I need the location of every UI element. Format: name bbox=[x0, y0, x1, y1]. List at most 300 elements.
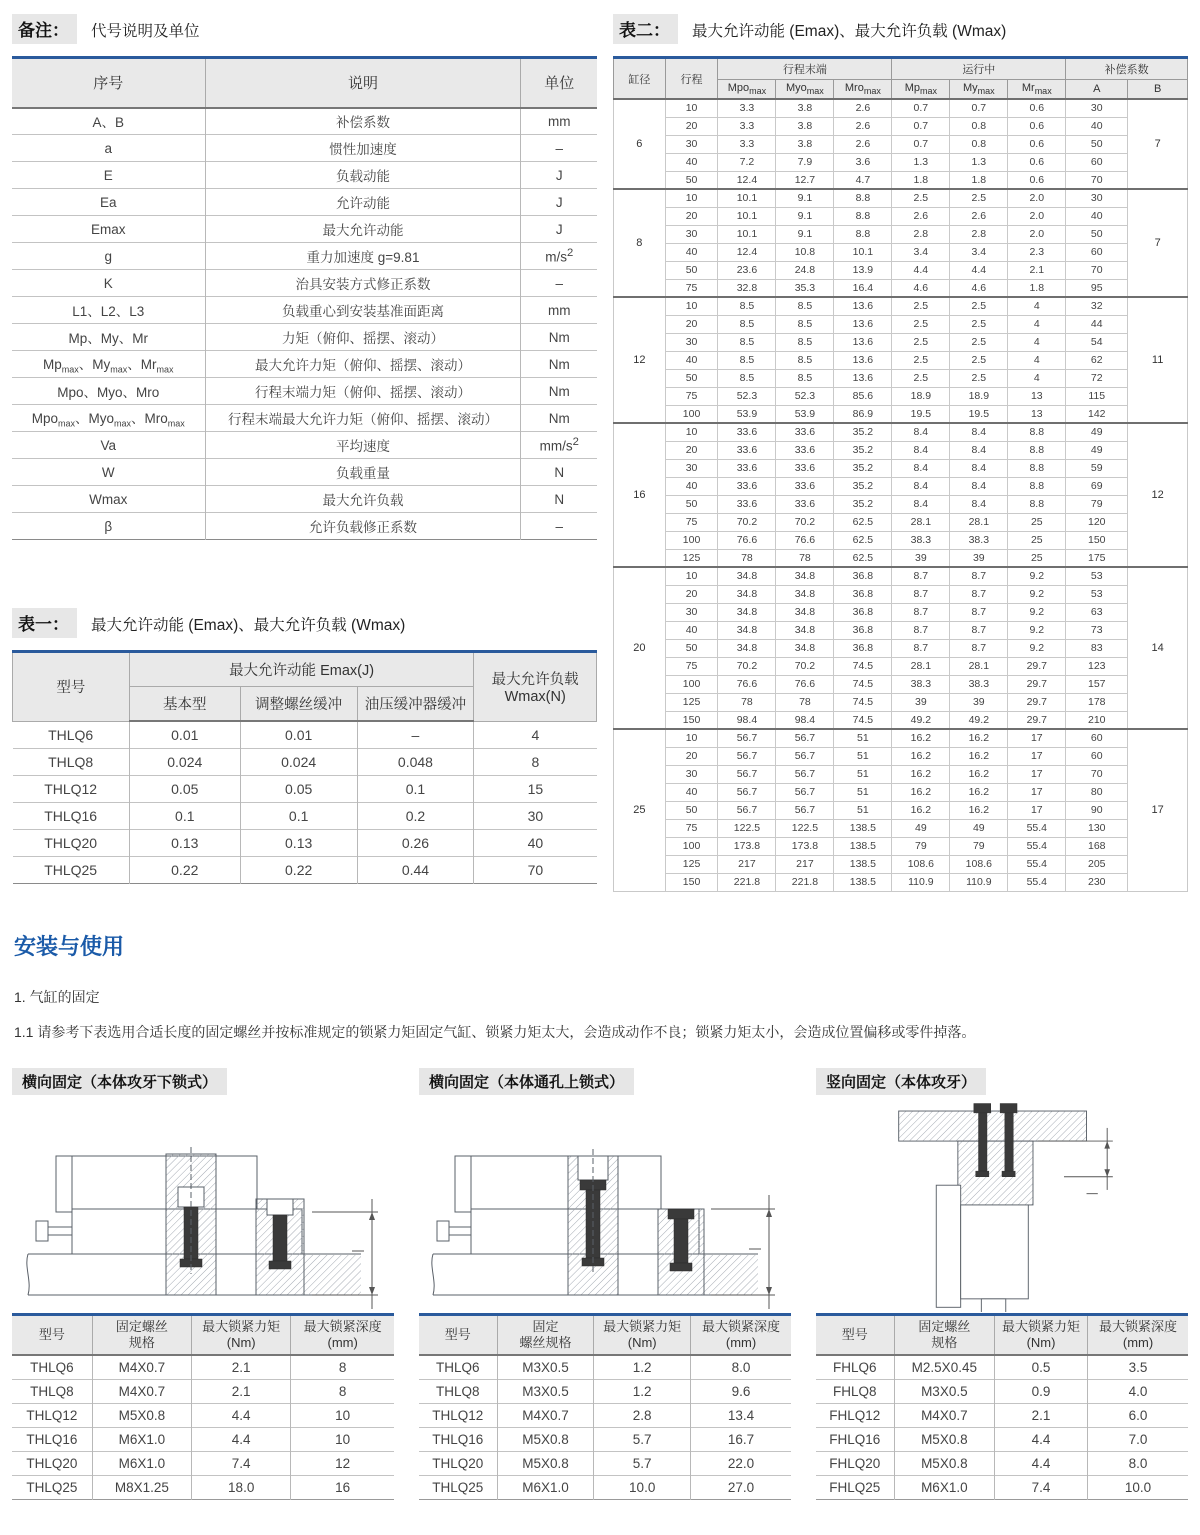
cell: 7.9 bbox=[776, 153, 834, 171]
cell: 120 bbox=[1066, 513, 1128, 531]
cell: 34.8 bbox=[718, 639, 776, 657]
cell: 80 bbox=[1066, 783, 1128, 801]
table-row bbox=[419, 1451, 791, 1475]
table1-title: 最大允许动能 (Emax)、最大允许负载 (Wmax) bbox=[91, 617, 406, 634]
cell: 19.5 bbox=[950, 405, 1008, 423]
table-row bbox=[12, 513, 597, 540]
table-row bbox=[13, 775, 597, 802]
cell: 3.8 bbox=[776, 135, 834, 153]
cell: 32 bbox=[1066, 297, 1128, 315]
cell: 10 bbox=[665, 567, 718, 585]
cell: 7.2 bbox=[718, 153, 776, 171]
cell: 25 bbox=[1008, 531, 1066, 549]
cell: 44 bbox=[1066, 315, 1128, 333]
cell: 69 bbox=[1066, 477, 1128, 495]
cell: 74.5 bbox=[834, 693, 892, 711]
cell: 2.5 bbox=[892, 369, 950, 387]
cell: 34.8 bbox=[776, 567, 834, 585]
table-row bbox=[614, 657, 1188, 675]
cell: 53 bbox=[1066, 585, 1128, 603]
cell: 0.024 bbox=[129, 748, 240, 775]
cell: 17 bbox=[1008, 729, 1066, 747]
cell: 8.8 bbox=[834, 189, 892, 207]
cell: 7.4 bbox=[995, 1475, 1088, 1499]
cell: 8.5 bbox=[776, 315, 834, 333]
table-row bbox=[12, 378, 597, 405]
cell: N bbox=[521, 486, 597, 513]
cell: FHLQ25 bbox=[816, 1475, 894, 1499]
cell: 30 bbox=[665, 333, 718, 351]
cell: M5X0.8 bbox=[894, 1451, 994, 1475]
table-row bbox=[13, 748, 597, 775]
cell: 9.1 bbox=[776, 225, 834, 243]
cell: 33.6 bbox=[718, 459, 776, 477]
cell: 178 bbox=[1066, 693, 1128, 711]
b-coefficient-cell: 14 bbox=[1128, 567, 1188, 729]
cell: 36.8 bbox=[834, 585, 892, 603]
table-row bbox=[12, 1427, 394, 1451]
col-header-emax-group: 最大允许动能 Emax(J) bbox=[129, 652, 474, 687]
col-header-running: 运行中 bbox=[892, 58, 1066, 80]
cell: 75 bbox=[665, 657, 718, 675]
table-row bbox=[419, 1475, 791, 1499]
cell: 7.0 bbox=[1088, 1427, 1188, 1451]
cell: 12.4 bbox=[718, 243, 776, 261]
cell: 40 bbox=[665, 783, 718, 801]
table-row bbox=[12, 162, 597, 189]
symbol-legend-body bbox=[12, 108, 597, 540]
cell: M3X0.5 bbox=[497, 1355, 594, 1379]
cell: 4.4 bbox=[995, 1451, 1088, 1475]
table-row bbox=[614, 495, 1188, 513]
cell: 8 bbox=[291, 1379, 394, 1403]
cell: 49 bbox=[950, 819, 1008, 837]
col-header-bore: 缸径 bbox=[614, 58, 666, 100]
cell: 1.8 bbox=[1008, 279, 1066, 297]
cell: 10 bbox=[291, 1427, 394, 1451]
cell: 8.7 bbox=[892, 603, 950, 621]
cell: W bbox=[12, 459, 205, 486]
cell: 30 bbox=[665, 135, 718, 153]
cell: 49.2 bbox=[892, 711, 950, 729]
cell: 100 bbox=[665, 837, 718, 855]
cell: M2.5X0.45 bbox=[894, 1355, 994, 1379]
cell: 8.4 bbox=[892, 477, 950, 495]
cell: 70 bbox=[1066, 765, 1128, 783]
cell: 3.3 bbox=[718, 135, 776, 153]
cell: 123 bbox=[1066, 657, 1128, 675]
cell: M5X0.8 bbox=[92, 1403, 191, 1427]
cell: 平均速度 bbox=[205, 432, 521, 459]
table-row bbox=[614, 819, 1188, 837]
cell: 56.7 bbox=[718, 729, 776, 747]
cell: 75 bbox=[665, 513, 718, 531]
table-row bbox=[614, 675, 1188, 693]
cell: Ea bbox=[12, 189, 205, 216]
cell: M6X1.0 bbox=[894, 1475, 994, 1499]
lateral-bottom-lock-body bbox=[12, 1355, 394, 1499]
cell: 210 bbox=[1066, 711, 1128, 729]
cell: 125 bbox=[665, 693, 718, 711]
cell: 4 bbox=[1008, 369, 1066, 387]
cell: 72 bbox=[1066, 369, 1128, 387]
cell: 0.1 bbox=[129, 802, 240, 829]
table-row bbox=[614, 873, 1188, 891]
cell: A、B bbox=[12, 108, 205, 135]
cell: M6X1.0 bbox=[92, 1427, 191, 1451]
cell: 4 bbox=[1008, 297, 1066, 315]
cell: 18.9 bbox=[892, 387, 950, 405]
cell: 2.5 bbox=[950, 189, 1008, 207]
cell: 28.1 bbox=[950, 657, 1008, 675]
cell: M5X0.8 bbox=[894, 1427, 994, 1451]
b-coefficient-cell: 17 bbox=[1128, 729, 1188, 891]
cell: 9.2 bbox=[1008, 567, 1066, 585]
cell: mm bbox=[521, 297, 597, 324]
table2-label: 表二： bbox=[613, 14, 678, 44]
cell: 4 bbox=[1008, 351, 1066, 369]
cell: 18.0 bbox=[192, 1475, 291, 1499]
cell: 22.0 bbox=[691, 1451, 791, 1475]
cell: 56.7 bbox=[718, 747, 776, 765]
table-row bbox=[816, 1427, 1188, 1451]
cell: 33.6 bbox=[718, 423, 776, 441]
cell: 36.8 bbox=[834, 639, 892, 657]
cell: THLQ6 bbox=[12, 1355, 92, 1379]
col-header-model: 型号 bbox=[816, 1314, 894, 1355]
cell: 122.5 bbox=[718, 819, 776, 837]
cell: M6X1.0 bbox=[497, 1475, 594, 1499]
cell: 108.6 bbox=[892, 855, 950, 873]
cell: 4 bbox=[1008, 315, 1066, 333]
table-row bbox=[816, 1355, 1188, 1379]
cell: 142 bbox=[1066, 405, 1128, 423]
cell: 74.5 bbox=[834, 711, 892, 729]
cell: 205 bbox=[1066, 855, 1128, 873]
table-row bbox=[816, 1379, 1188, 1403]
cell: 13.9 bbox=[834, 261, 892, 279]
cell: 35.2 bbox=[834, 441, 892, 459]
cell: K bbox=[12, 270, 205, 297]
cell: 2.5 bbox=[892, 333, 950, 351]
cell: 8.7 bbox=[950, 639, 1008, 657]
cell: 76.6 bbox=[776, 675, 834, 693]
col-header-max-depth: 最大锁紧深度 (mm) bbox=[691, 1314, 791, 1355]
cell: 175 bbox=[1066, 549, 1128, 567]
cell: THLQ16 bbox=[12, 1427, 92, 1451]
cell: 2.1 bbox=[192, 1355, 291, 1379]
cell: THLQ6 bbox=[419, 1355, 497, 1379]
cell: 8.5 bbox=[776, 333, 834, 351]
col-header-mr-max: $Mr_{max}$ bbox=[1008, 80, 1066, 100]
table-row bbox=[614, 333, 1188, 351]
cell: J bbox=[521, 162, 597, 189]
cell: 40 bbox=[665, 477, 718, 495]
cell: 70.2 bbox=[776, 513, 834, 531]
cell: 8.4 bbox=[892, 495, 950, 513]
cell: 50 bbox=[665, 801, 718, 819]
b-coefficient-cell: 7 bbox=[1128, 189, 1188, 297]
cell: 13.6 bbox=[834, 315, 892, 333]
cell: 40 bbox=[665, 153, 718, 171]
cell: M8X1.25 bbox=[92, 1475, 191, 1499]
cell: $mm/s^2$ bbox=[521, 432, 597, 459]
cell: 8.5 bbox=[776, 351, 834, 369]
table-row bbox=[419, 1379, 791, 1403]
cell: FHLQ16 bbox=[816, 1427, 894, 1451]
cell: 10.0 bbox=[594, 1475, 691, 1499]
cell: 13.6 bbox=[834, 369, 892, 387]
cell: 50 bbox=[665, 261, 718, 279]
cell: 51 bbox=[834, 783, 892, 801]
table-row bbox=[614, 711, 1188, 729]
cell: 4.6 bbox=[892, 279, 950, 297]
cell: 40 bbox=[665, 243, 718, 261]
cell: 39 bbox=[892, 693, 950, 711]
cell: 138.5 bbox=[834, 837, 892, 855]
table-row bbox=[614, 531, 1188, 549]
cell: E bbox=[12, 162, 205, 189]
fix-section-title: 横向固定（本体通孔上锁式） bbox=[419, 1068, 634, 1095]
cell: 13.4 bbox=[691, 1403, 791, 1427]
cell: 最大允许负载 bbox=[205, 486, 521, 513]
cell: 8.8 bbox=[1008, 495, 1066, 513]
cell: 40 bbox=[1066, 207, 1128, 225]
col-header-oil-cushion: 油压缓冲器缓冲 bbox=[357, 687, 474, 722]
col-header-screw-spec: 固定螺丝 规格 bbox=[92, 1314, 191, 1355]
cell: 34.8 bbox=[718, 567, 776, 585]
cell: M6X1.0 bbox=[92, 1451, 191, 1475]
bore-cell: 6 bbox=[614, 99, 666, 189]
cell: 56.7 bbox=[718, 765, 776, 783]
cell: 0.6 bbox=[1008, 135, 1066, 153]
cell: – bbox=[521, 513, 597, 540]
cell: 8.4 bbox=[950, 423, 1008, 441]
cell: 20 bbox=[665, 315, 718, 333]
cell: 8.4 bbox=[950, 441, 1008, 459]
table-row bbox=[12, 270, 597, 297]
cell: 8.4 bbox=[892, 423, 950, 441]
cell: 0.7 bbox=[950, 99, 1008, 117]
cell: 0.1 bbox=[357, 775, 474, 802]
cell: 4.7 bbox=[834, 171, 892, 189]
cell: mm bbox=[521, 108, 597, 135]
cell: 35.2 bbox=[834, 495, 892, 513]
cell: 83 bbox=[1066, 639, 1128, 657]
cell: Va bbox=[12, 432, 205, 459]
moment-table-body bbox=[614, 99, 1188, 891]
cell: 8.5 bbox=[718, 315, 776, 333]
cell: 2.5 bbox=[950, 351, 1008, 369]
bore-cell: 25 bbox=[614, 729, 666, 891]
cell: 4.4 bbox=[950, 261, 1008, 279]
fix-section-lateral-bottom-lock bbox=[12, 1068, 394, 1500]
cell: THLQ6 bbox=[13, 721, 130, 748]
cell: 217 bbox=[718, 855, 776, 873]
cell: 2.5 bbox=[892, 351, 950, 369]
table-row bbox=[614, 135, 1188, 153]
bore-cell: 8 bbox=[614, 189, 666, 297]
cell: 35.2 bbox=[834, 423, 892, 441]
lateral-top-lock-body bbox=[419, 1355, 791, 1499]
cell: 53.9 bbox=[776, 405, 834, 423]
cell: 75 bbox=[665, 819, 718, 837]
cell: 10 bbox=[665, 297, 718, 315]
cell: 2.8 bbox=[892, 225, 950, 243]
cell: 1.8 bbox=[892, 171, 950, 189]
col-header-a: A bbox=[1066, 80, 1128, 100]
cell: 16.2 bbox=[892, 801, 950, 819]
cell: 49 bbox=[892, 819, 950, 837]
cell: 5.7 bbox=[594, 1451, 691, 1475]
cell: 33.6 bbox=[776, 477, 834, 495]
notes-header bbox=[12, 14, 597, 44]
table-row bbox=[614, 477, 1188, 495]
cell: – bbox=[521, 135, 597, 162]
col-header-compensation: 补偿系数 bbox=[1066, 58, 1188, 80]
cell: 30 bbox=[665, 225, 718, 243]
cell: 13 bbox=[1008, 405, 1066, 423]
cell: Nm bbox=[521, 378, 597, 405]
table-row bbox=[614, 585, 1188, 603]
cell: 2.0 bbox=[1008, 207, 1066, 225]
cell: 行程末端最大允许力矩（俯仰、摇摆、滚动） bbox=[205, 405, 521, 432]
cell: FHLQ8 bbox=[816, 1379, 894, 1403]
cell: 20 bbox=[665, 441, 718, 459]
cell: 20 bbox=[665, 585, 718, 603]
cell: 3.6 bbox=[834, 153, 892, 171]
cell: 4.4 bbox=[192, 1427, 291, 1451]
table-row bbox=[12, 1379, 394, 1403]
cell: 4 bbox=[1008, 333, 1066, 351]
lateral-top-lock-diagram bbox=[419, 1095, 791, 1313]
table-row bbox=[614, 117, 1188, 135]
cell: 8 bbox=[474, 748, 597, 775]
cell: 13 bbox=[1008, 387, 1066, 405]
cell: 40 bbox=[1066, 117, 1128, 135]
cell: 9.6 bbox=[691, 1379, 791, 1403]
cell: 3.8 bbox=[776, 99, 834, 117]
cell: 16.7 bbox=[691, 1427, 791, 1451]
table-row bbox=[12, 1475, 394, 1499]
cell: 16.2 bbox=[950, 747, 1008, 765]
cell: 负载重量 bbox=[205, 459, 521, 486]
cell: 10 bbox=[665, 729, 718, 747]
table-row bbox=[12, 1355, 394, 1379]
cell: 39 bbox=[892, 549, 950, 567]
cell: 75 bbox=[665, 387, 718, 405]
cell: 0.6 bbox=[1008, 99, 1066, 117]
cell: 0.2 bbox=[357, 802, 474, 829]
cell: 0.8 bbox=[950, 117, 1008, 135]
cell: 221.8 bbox=[776, 873, 834, 891]
cell: 0.6 bbox=[1008, 153, 1066, 171]
cell: 49.2 bbox=[950, 711, 1008, 729]
cell: 8.7 bbox=[950, 621, 1008, 639]
col-header-my-max: $My_{max}$ bbox=[950, 80, 1008, 100]
fix-section-lateral-top-lock bbox=[419, 1068, 791, 1500]
left-column bbox=[12, 14, 597, 884]
cell: 19.5 bbox=[892, 405, 950, 423]
cell: 8.5 bbox=[718, 333, 776, 351]
col-header-screw-cushion: 调整螺丝缓冲 bbox=[240, 687, 357, 722]
cell: 32.8 bbox=[718, 279, 776, 297]
table-row bbox=[614, 765, 1188, 783]
cell: 16.2 bbox=[950, 765, 1008, 783]
cell: $m/s^2$ bbox=[521, 243, 597, 270]
cell: 79 bbox=[1066, 495, 1128, 513]
cell: 10 bbox=[665, 423, 718, 441]
cell: 60 bbox=[1066, 153, 1128, 171]
fix-section-title: 横向固定（本体攻牙下锁式） bbox=[12, 1068, 227, 1095]
cell: 8.0 bbox=[1088, 1451, 1188, 1475]
cell: J bbox=[521, 216, 597, 243]
cell: – bbox=[357, 721, 474, 748]
fix-section-vertical bbox=[816, 1068, 1188, 1500]
b-coefficient-cell: 12 bbox=[1128, 423, 1188, 567]
table-row bbox=[614, 315, 1188, 333]
cell: 38.3 bbox=[892, 531, 950, 549]
cell: 33.6 bbox=[776, 441, 834, 459]
cell: 20 bbox=[665, 747, 718, 765]
cell: 34.8 bbox=[776, 621, 834, 639]
cell: 138.5 bbox=[834, 819, 892, 837]
cell: 35.3 bbox=[776, 279, 834, 297]
cell: 78 bbox=[718, 693, 776, 711]
cell: 0.8 bbox=[950, 135, 1008, 153]
cell: 8.7 bbox=[892, 621, 950, 639]
cell: 76.6 bbox=[718, 675, 776, 693]
cell: 8.0 bbox=[691, 1355, 791, 1379]
cell: 8.5 bbox=[776, 369, 834, 387]
cell: 8.7 bbox=[950, 603, 1008, 621]
table-row bbox=[614, 261, 1188, 279]
cell: THLQ25 bbox=[13, 856, 130, 883]
table-row bbox=[816, 1451, 1188, 1475]
table-row bbox=[12, 135, 597, 162]
cell: 2.3 bbox=[1008, 243, 1066, 261]
cell: 78 bbox=[718, 549, 776, 567]
bore-cell: 16 bbox=[614, 423, 666, 567]
cell: 78 bbox=[776, 693, 834, 711]
cell: 允许动能 bbox=[205, 189, 521, 216]
bore-cell: 20 bbox=[614, 567, 666, 729]
cell: 98.4 bbox=[718, 711, 776, 729]
cell: 8.7 bbox=[892, 585, 950, 603]
cell: 60 bbox=[1066, 729, 1128, 747]
cell: 34.8 bbox=[776, 603, 834, 621]
cell: THLQ8 bbox=[13, 748, 130, 775]
cell: 52.3 bbox=[776, 387, 834, 405]
cell: 138.5 bbox=[834, 873, 892, 891]
vertical-fix-diagram bbox=[816, 1095, 1188, 1313]
cell: 38.3 bbox=[950, 675, 1008, 693]
cell: 最大允许动能 bbox=[205, 216, 521, 243]
cell: 3.4 bbox=[950, 243, 1008, 261]
cell: Nm bbox=[521, 351, 597, 378]
cell: 8.8 bbox=[834, 225, 892, 243]
table-header-row bbox=[12, 58, 597, 108]
cell: 100 bbox=[665, 675, 718, 693]
cell: THLQ8 bbox=[419, 1379, 497, 1403]
cell: 8.4 bbox=[950, 459, 1008, 477]
cell: 125 bbox=[665, 855, 718, 873]
cell: L1、L2、L3 bbox=[12, 297, 205, 324]
cell: 168 bbox=[1066, 837, 1128, 855]
cell: 3.5 bbox=[1088, 1355, 1188, 1379]
table-row bbox=[419, 1427, 791, 1451]
table-row bbox=[816, 1475, 1188, 1499]
